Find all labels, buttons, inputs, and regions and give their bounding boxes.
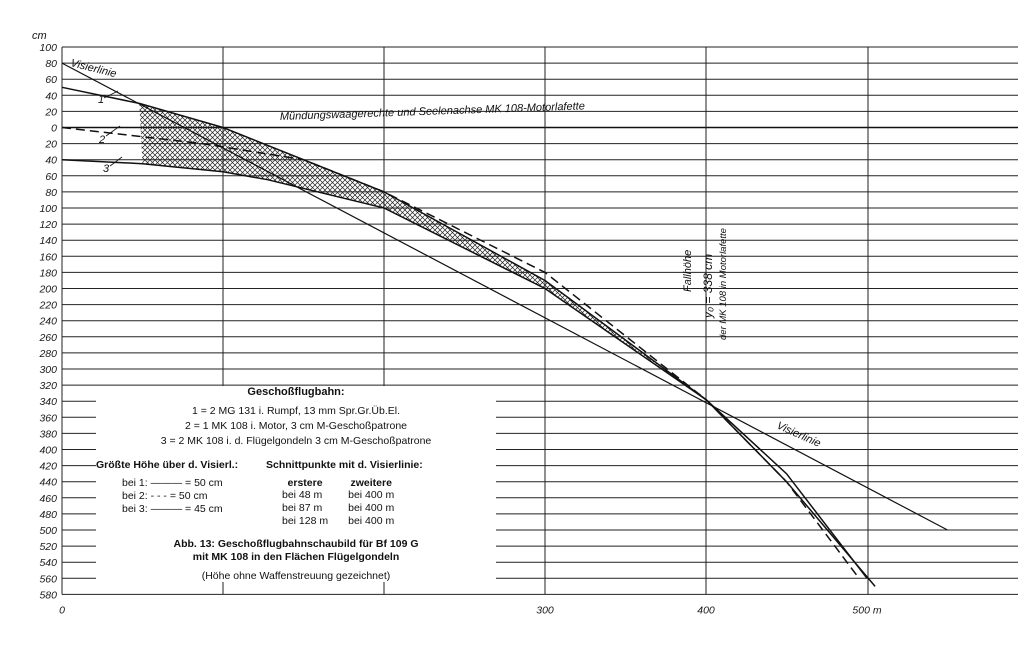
y-tick-label: 420: [39, 460, 57, 473]
y-tick-label: 80: [45, 186, 57, 199]
y-tick-label: 40: [45, 154, 57, 167]
y-tick-label: 60: [45, 74, 57, 87]
y-tick-label: 0: [51, 122, 57, 135]
y-tick-label: 440: [39, 476, 57, 489]
x-tick-label: 400: [697, 604, 715, 617]
legend-heading: Geschoßflugbahn:: [247, 386, 345, 398]
caption-note: (Höhe ohne Waffenstreuung gezeichnet): [201, 570, 391, 582]
y-tick-label: 520: [39, 541, 57, 554]
y-tick-label: 300: [39, 364, 57, 376]
max-height-title: Größte Höhe über d. Visierl.:: [96, 459, 239, 471]
y-tick-label: 100: [39, 203, 57, 215]
intersection-second: bei 400 m: [348, 502, 395, 514]
y-tick-label: 160: [39, 251, 57, 264]
table-row: [272, 515, 404, 528]
y-tick-label: 180: [39, 267, 57, 280]
fall-height-label: Fallhöhe: [682, 249, 694, 292]
legend-line-3: 3 = 2 MK 108 i. d. Flügelgondeln 3 cm M-Geschoßpatrone: [160, 435, 432, 447]
intersection-second: bei 400 m: [348, 489, 395, 501]
y-tick-label: 80: [45, 58, 57, 71]
intersections-table: [272, 477, 404, 528]
max-height-row-3: bei 3: ——— = 45 cm: [122, 503, 223, 515]
intersections-header: [272, 477, 404, 489]
y-tick-label: 380: [39, 428, 57, 441]
curve-label-2: 2: [99, 134, 106, 146]
y-tick-label: 60: [45, 170, 57, 183]
y-tick-label: 280: [39, 347, 57, 360]
y-tick-label: 20: [45, 106, 57, 119]
intersections-title: Schnittpunkte mit d. Visierlinie:: [266, 459, 423, 471]
intersection-second: bei 400 m: [348, 515, 395, 527]
intersections-col1: erstere: [287, 477, 323, 489]
y-tick-label: 400: [39, 444, 57, 457]
bore-axis-label: Mündungswaagerechte und Seelenachse MK 108-Motorlafette: [279, 100, 586, 123]
y-tick-label: 540: [39, 557, 57, 570]
caption-line-2: mit MK 108 in den Flächen Flügelgondeln: [192, 551, 400, 563]
y-tick-label: 480: [39, 508, 57, 521]
intersection-first: bei 48 m: [282, 489, 323, 501]
sight-line-label-right: Visierlinie: [774, 419, 823, 450]
y-tick-label: 240: [39, 315, 57, 328]
curve-label-1: 1: [98, 94, 105, 106]
x-axis-ticks: [59, 604, 882, 616]
table-row: [272, 502, 404, 515]
legend-line-2: 2 = 1 MK 108 i. Motor, 3 cm M-Geschoßpatrone: [184, 420, 408, 432]
y-tick-label: 360: [39, 412, 57, 425]
legend-details: [96, 459, 496, 528]
y-tick-label: 340: [39, 396, 57, 409]
intersection-first: bei 128 m: [282, 515, 329, 527]
y-tick-label: 220: [39, 299, 57, 312]
table-row: [272, 489, 404, 502]
y-axis-ticks: [38, 42, 57, 601]
max-height-block: [96, 459, 266, 528]
legend-box: [96, 386, 496, 582]
y-tick-label: 140: [39, 235, 57, 248]
y-unit-label: cm: [32, 30, 47, 42]
x-tick-label: 300: [536, 604, 554, 617]
curve-label-3: 3: [103, 163, 110, 175]
x-tick-label: 500 m: [852, 604, 882, 617]
y-tick-label: 500: [39, 525, 57, 537]
y-tick-label: 40: [45, 90, 57, 103]
y-tick-label: 260: [39, 331, 57, 344]
sight-line-label-top: Visierlinie: [69, 57, 118, 81]
fall-height-value: y₀ = 338 cm: [701, 253, 715, 318]
y-tick-label: 100: [39, 42, 57, 54]
intersections-col2: zweitere: [350, 477, 392, 489]
max-height-row-1: bei 1: ——— = 50 cm: [122, 477, 223, 489]
intersections-block: [266, 459, 496, 528]
intersection-first: bei 87 m: [282, 502, 323, 514]
y-tick-label: 320: [39, 380, 57, 393]
max-height-row-2: bei 2: - - - = 50 cm: [122, 490, 208, 502]
legend-line-1: 1 = 2 MG 131 i. Rumpf, 13 mm Spr.Gr.Üb.El.: [191, 405, 401, 417]
y-tick-label: 200: [39, 283, 57, 296]
caption-line-1: Abb. 13: Geschoßflugbahnschaubild für Bf 109 G: [173, 538, 419, 550]
y-tick-label: 560: [39, 573, 57, 586]
y-tick-label: 120: [39, 219, 57, 232]
dispersion-hatched-area: [139, 103, 706, 399]
y-tick-label: 580: [39, 589, 57, 602]
fall-height-note: der MK 108 in Motorlafette: [718, 228, 729, 340]
y-tick-label: 20: [45, 138, 57, 151]
x-tick-label: 0: [59, 604, 65, 617]
y-tick-label: 460: [39, 492, 57, 505]
